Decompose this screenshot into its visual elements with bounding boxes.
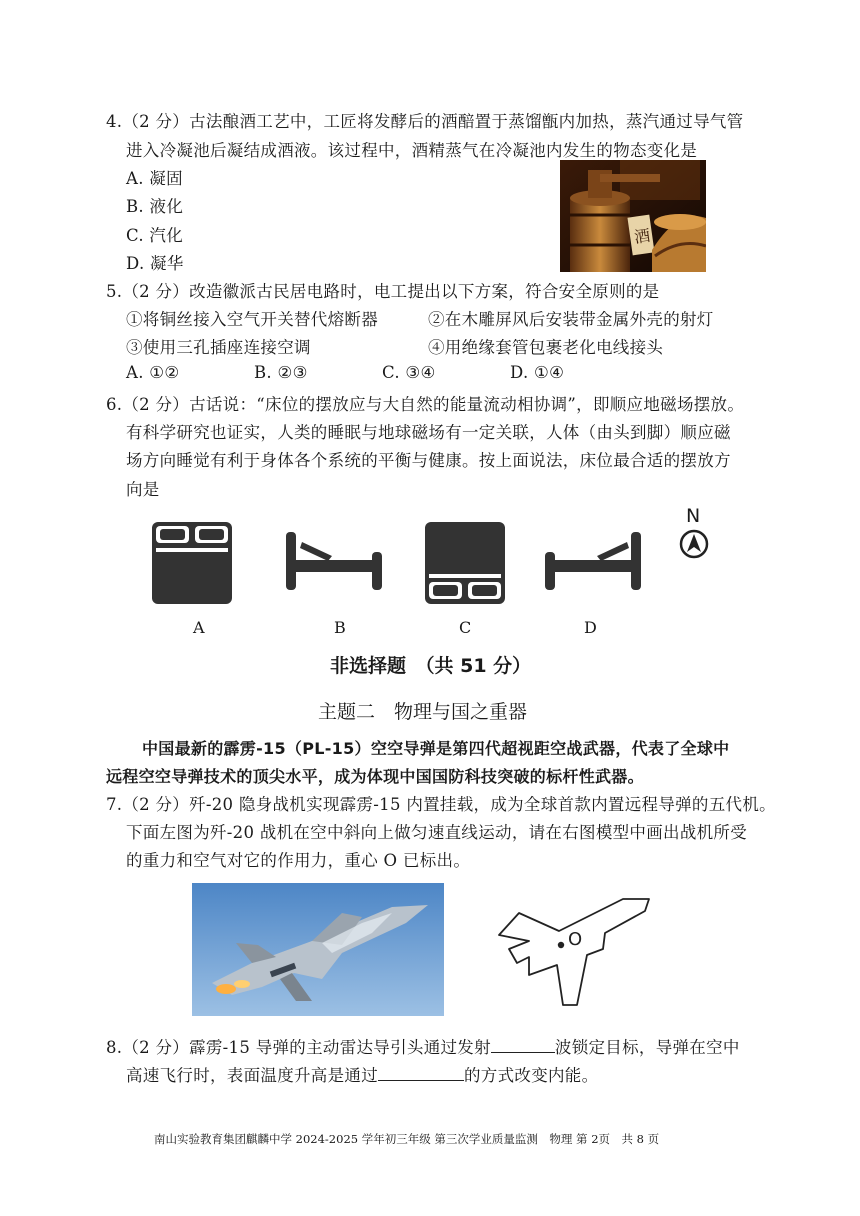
distillation-vat-photo (560, 160, 706, 272)
compass-north-icon (679, 529, 709, 559)
center-of-gravity-label: O (568, 929, 583, 950)
q6-stem-line-3: 场方向睡觉有利于身体各个系统的平衡与健康。按上面说法，床位最合适的摆放方 (126, 451, 731, 470)
bed-b-icon (286, 530, 384, 592)
q4-stem-line-1: 4.（2 分）古法酿酒工艺中，工匠将发酵后的酒醅置于蒸馏甑内加热，蒸汽通过导气管 (106, 112, 744, 131)
q5-item-2: ②在木雕屏风后安装带金属外壳的射灯 (428, 310, 714, 329)
j20-fighter-photo (192, 883, 444, 1016)
q4-option-a: A. 凝固 (126, 169, 183, 188)
q7-stem-line-2: 下面左图为歼-20 战机在空中斜向上做匀速直线运动，请在右图模型中画出战机所受 (126, 823, 748, 842)
center-of-gravity-dot (558, 942, 564, 948)
q5-option-b: B. ②③ (254, 363, 308, 382)
page-footer: 南山实验教育集团麒麟中学 2024-2025 学年初三年级 第三次学业质量监测 物理 第 2页 共 8 页 (154, 1132, 660, 1146)
q5-item-1: ①将铜丝接入空气开关替代熔断器 (126, 310, 378, 329)
q8-text-2: 波锁定目标，导弹在空中 (554, 1038, 740, 1057)
q7-stem-line-3: 的重力和空气对它的作用力，重心 O 已标出。 (126, 851, 471, 870)
q4-option-d: D. 凝华 (126, 254, 184, 273)
wine-label-text: 酒 (632, 225, 652, 247)
fighter-outline-diagram (495, 893, 655, 1013)
bed-c-icon (423, 520, 507, 606)
theme-heading: 主题二 物理与国之重器 (318, 701, 528, 723)
q5-option-d: D. ①④ (510, 363, 565, 382)
q5-option-a: A. ①② (126, 363, 180, 382)
bed-label-d: D (584, 618, 597, 637)
section-heading: 非选择题 （共 51 分） (330, 655, 532, 677)
bed-label-c: C (459, 618, 472, 637)
bed-label-b: B (334, 618, 346, 637)
q6-stem-line-4: 向是 (126, 480, 160, 499)
q5-option-c: C. ③④ (382, 363, 436, 382)
north-label: N (686, 505, 701, 527)
bed-label-a: A (193, 618, 205, 637)
intro-line-1: 中国最新的霹雳-15（PL-15）空空导弹是第四代超视距空战武器，代表了全球中 (142, 739, 730, 758)
q5-stem: 5.（2 分）改造徽派古民居电路时，电工提出以下方案，符合安全原则的是 (106, 282, 660, 301)
q5-item-4: ④用绝缘套管包裹老化电线接头 (428, 338, 664, 357)
q8-blank-2[interactable] (378, 1064, 464, 1081)
q6-stem-line-2: 有科学研究也证实，人类的睡眠与地球磁场有一定关联，人体（由头到脚）顺应磁 (126, 423, 731, 442)
q7-stem-line-1: 7.（2 分）歼-20 隐身战机实现霹雳-15 内置挂载，成为全球首款内置远程导弹的五代机。 (106, 795, 776, 814)
q8-line-2 (126, 1062, 598, 1086)
q4-option-c: C. 汽化 (126, 226, 184, 245)
bed-d-icon (545, 530, 643, 592)
q4-stem-line-2: 进入冷凝池后凝结成酒液。该过程中，酒精蒸气在冷凝池内发生的物态变化是 (126, 141, 698, 160)
q6-stem-line-1: 6.（2 分）古话说：“床位的摆放应与大自然的能量流动相协调”，即顺应地磁场摆放。 (106, 395, 745, 414)
q8-text-3: 高速飞行时，表面温度升高是通过 (126, 1066, 378, 1085)
q4-option-b: B. 液化 (126, 197, 184, 216)
q8-blank-1[interactable] (491, 1036, 555, 1053)
intro-line-2: 远程空空导弹技术的顶尖水平，成为体现中国国防科技突破的标杆性武器。 (106, 767, 644, 786)
q8-text-1: 8.（2 分）霹雳-15 导弹的主动雷达导引头通过发射 (106, 1038, 491, 1057)
bed-a-icon (150, 520, 234, 606)
q5-item-3: ③使用三孔插座连接空调 (126, 338, 311, 357)
q8-text-4: 的方式改变内能。 (464, 1066, 599, 1085)
q8-line-1 (106, 1034, 740, 1058)
